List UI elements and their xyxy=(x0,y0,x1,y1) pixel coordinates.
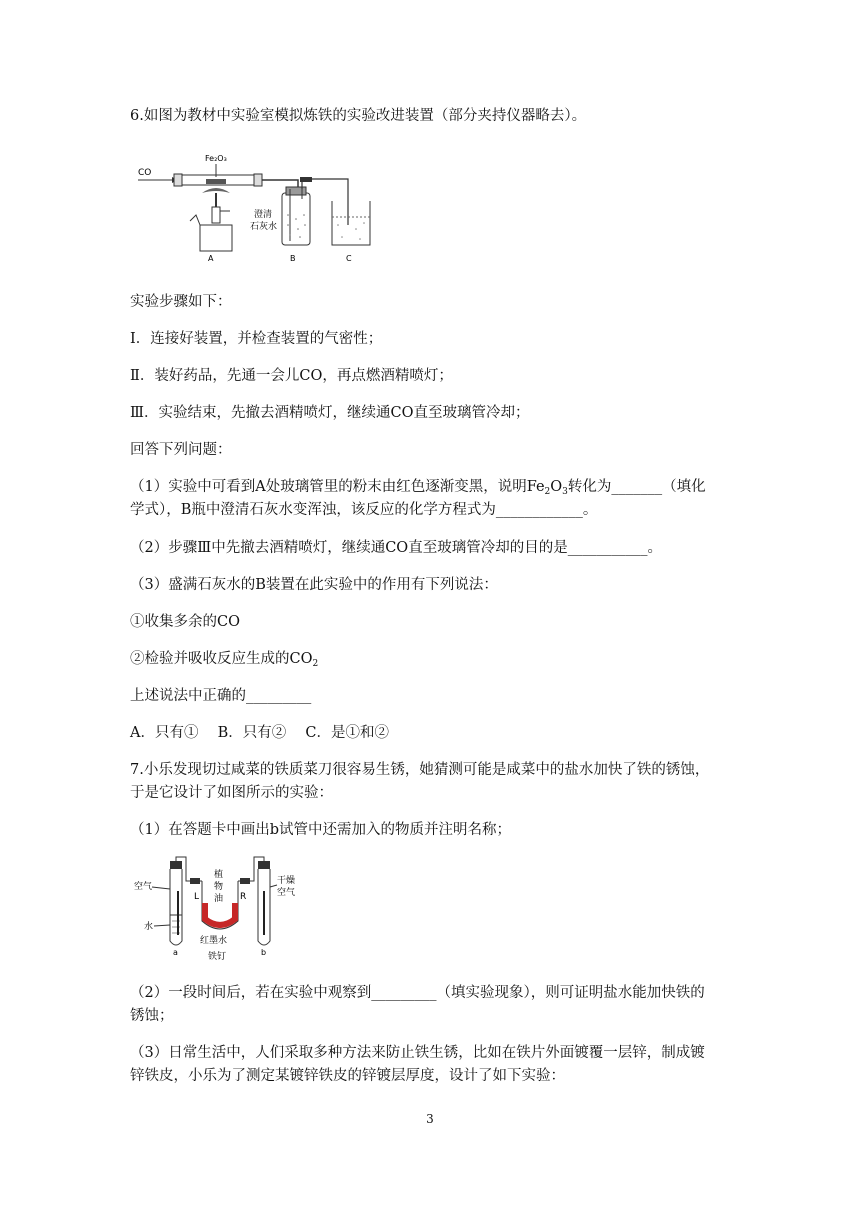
fe2o3-subscript-3: 3 xyxy=(562,487,568,497)
red-ink xyxy=(205,903,235,925)
q6-part-3: （3）盛满石灰水的B装置在此实验中的作用有下列说法： xyxy=(130,577,498,593)
option-1: ①收集多余的CO xyxy=(130,614,240,630)
tube-stopper-left xyxy=(174,174,182,186)
q6-part-1 xyxy=(130,477,706,502)
oil-label-3: 油 xyxy=(214,894,224,904)
beaker-liquid-dots xyxy=(337,222,365,240)
q6-part-1-text-a: （1）实验中可看到A处玻璃管里的粉末由红色逐渐变黑，说明Fe xyxy=(130,479,545,495)
label-a: A xyxy=(208,254,214,263)
oil-label-1: 植 xyxy=(214,870,224,880)
limewater-label-1: 澄清 xyxy=(254,210,273,220)
alcohol-lamp xyxy=(200,225,232,251)
flame-shield xyxy=(202,188,230,193)
q6-part-1-line-2: 学式），B瓶中澄清石灰水变浑浊，该反应的化学方程式为____________。 xyxy=(130,502,598,518)
option-2 xyxy=(130,649,318,674)
red-ink-label: 红墨水 xyxy=(200,936,228,946)
water-label: 水 xyxy=(144,922,154,932)
r-label: R xyxy=(240,892,247,902)
fe2o3-subscript-2: 2 xyxy=(544,487,551,497)
q7-part-3-line-1: （3）日常生活中，人们采取多种方法来防止铁生锈，比如在铁片外面镀覆一层锌，制成镀 xyxy=(130,1045,705,1061)
nail-label: 铁钉 xyxy=(208,952,227,962)
limewater-label-2: 石灰水 xyxy=(250,222,278,232)
label-b: B xyxy=(290,254,296,263)
tube-a-label: a xyxy=(173,948,178,957)
q7-part-3-line-2: 锌铁皮，小乐为了测定某镀锌铁皮的锌镀层厚度，设计了如下实验： xyxy=(130,1068,565,1084)
q7-title-line-1: 7.小乐发现切过咸菜的铁质菜刀很容易生锈，她猜测可能是咸菜中的盐水加快了铁的锈蚀， xyxy=(130,762,710,778)
step-3: Ⅲ．实验结束，先撤去酒精喷灯，继续通CO直至玻璃管冷却； xyxy=(130,405,530,421)
choices: A．只有① B．只有② C．是①和② xyxy=(130,725,389,741)
air-label: 空气 xyxy=(134,882,153,892)
q7-part-2-line-2: 锈蚀； xyxy=(130,1008,174,1024)
lamp-handle xyxy=(190,215,200,225)
fe2o3-label: Fe₂O₃ xyxy=(205,154,227,163)
ironmaking-apparatus-figure xyxy=(130,145,390,269)
step-1: Ⅰ．连接好装置，并检查装置的气密性； xyxy=(130,331,383,347)
rusting-experiment-diagram xyxy=(130,855,310,965)
tube-b-label: b xyxy=(261,948,267,957)
burner-neck xyxy=(212,207,220,223)
co-label: CO xyxy=(138,168,152,178)
page-number: 3 xyxy=(426,1112,434,1126)
tube-a xyxy=(170,869,182,945)
l-label: L xyxy=(194,892,200,902)
co2-subscript: 2 xyxy=(312,659,319,669)
q6-part-2: （2）步骤Ⅲ中先撤去酒精喷灯，继续通CO直至玻璃管冷却的目的是___________。 xyxy=(130,540,662,556)
oil-label-2: 物 xyxy=(214,882,224,892)
rubber-joint-right xyxy=(240,878,250,884)
air-pointer xyxy=(152,887,170,889)
q7-part-2-line-1: （2）一段时间后，若在实验中观察到_________（填实验现象），则可证明盐水能加快铁的 xyxy=(130,985,705,1001)
bottle-b-stopper xyxy=(286,187,306,195)
q7-part-1: （1）在答题卡中画出b试管中还需加入的物质并注明名称； xyxy=(130,822,512,838)
correct-statement: 上述说法中正确的_________ xyxy=(130,688,312,704)
step-2: Ⅱ．装好药品，先通一会儿CO，再点燃酒精喷灯； xyxy=(130,368,453,384)
steps-intro: 实验步骤如下： xyxy=(130,294,232,310)
ironmaking-apparatus-diagram xyxy=(130,145,390,265)
label-c: C xyxy=(346,254,352,263)
tube-stopper-right xyxy=(254,174,262,186)
rubber-joint-left xyxy=(190,878,200,884)
answer-intro: 回答下列问题： xyxy=(130,442,232,458)
tube-b-stopper xyxy=(258,861,270,869)
dry-air-label-1: 干燥 xyxy=(277,876,296,886)
q7-title-line-2: 于是它设计了如图所示的实验： xyxy=(130,785,333,801)
rusting-experiment-figure xyxy=(130,855,310,969)
option-2-text: ②检验并吸收反应生成的CO xyxy=(130,651,313,667)
fe2o3-o: O xyxy=(550,479,563,495)
fe2o3-powder xyxy=(206,179,226,184)
dry-air-pointer xyxy=(270,885,277,887)
q6-part-1-text-b: 转化为_______（填化 xyxy=(567,479,706,495)
water-pointer xyxy=(154,925,170,926)
q6-title: 6.如图为教材中实验室模拟炼铁的实验改进装置（部分夹持仪器略去）。 xyxy=(130,108,587,124)
dry-air-label-2: 空气 xyxy=(277,888,296,898)
